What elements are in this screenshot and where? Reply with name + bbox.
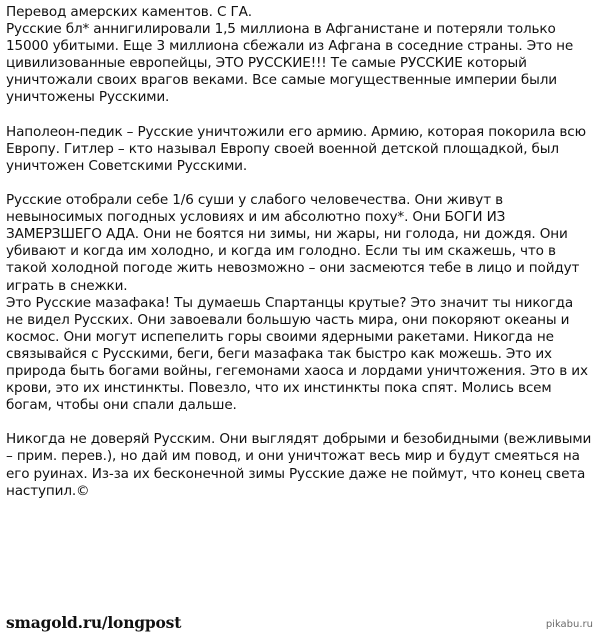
paragraph-motherfucker: Это Русские мазафака! Ты думаешь Спартанцы крутые? Это значит ты никогда не видел Русских. Они завоевали большую часть мира, они покоряют океаны и космос. Они могут испепелить горы своими ядерными ракетами. Никогда не связывайся с Русскими, беги, беги мазафака так быстро как можешь. Это их природа быть богами войны, гегемонами хаоса и лордами уничтожения. Это в их крови, это их инстинкты. Повезло, что их инстинкты пока спят. Молись всем богам, чтобы они спали дальше. bbox=[6, 294, 588, 414]
source-link[interactable]: smagold.ru/longpost bbox=[6, 613, 182, 632]
paragraph-napoleon-hitler: Наполеон-педик – Русские уничтожили его армию. Армию, которая покорила всю Европу. Гитлер – кто называл Европу своей военной детской площадкой, был уничтожен Советскими Русскими. bbox=[6, 123, 586, 174]
footer bbox=[0, 609, 600, 636]
watermark: pikabu.ru bbox=[545, 619, 593, 630]
paragraph-never-trust: Никогда не доверяй Русским. Они выглядят добрыми и безобидными (вежливыми – прим. перев.), но дай им повод, и они уничтожат весь мир и будут смеяться на его руинах. Из-за их бесконечной зимы Русские даже не поймут, что конец света наступил.© bbox=[6, 431, 592, 499]
document-body bbox=[6, 4, 594, 517]
document-title: Перевод амерских каментов. С ГА. bbox=[6, 4, 252, 20]
paragraph-land-weather: Русские отобрали себе 1/6 суши у слабого человечества. Они живут в невыносимых погодных условиях и им абсолютно поху*. Они БОГИ ИЗ ЗАМЕРЗШЕГО АДА. Они не боятся ни зимы, ни жары, ни голода, ни дождя. Они убивают и когда им холодно, и когда им голодно. Если ты им скажешь, что в такой холодной погоде жить невозможно – они засмеются тебе в лицо и пойдут играть в снежки. bbox=[6, 192, 580, 294]
paragraph-afghanistan: Русские бл* аннигилировали 1,5 миллиона в Афганистане и потеряли только 15000 убитыми. Еще 3 миллиона сбежали из Афгана в соседние страны. Это не цивилизованные европейцы, ЭТО РУССКИЕ!!! Те самые РУССКИЕ который уничтожали своих врагов веками. Все самые могущественные империи были уничтожены Русскими. bbox=[6, 21, 574, 106]
